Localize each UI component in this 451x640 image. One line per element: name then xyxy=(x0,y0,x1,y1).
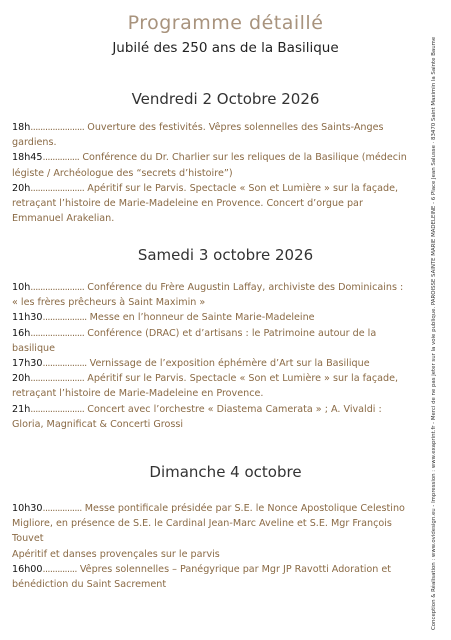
event-text: Apéritif et danses provençales sur le parvis xyxy=(12,548,220,560)
day-events-saturday xyxy=(12,280,407,432)
event-leader: ...................... xyxy=(30,373,85,385)
event-item xyxy=(12,501,407,547)
event-text: Apéritif sur le Parvis. Spectacle « Son et Lumière » sur la façade, retraçant l’histoire de Marie-Madeleine en Provence. xyxy=(12,373,399,400)
event-text: Apéritif sur le Parvis. Spectacle « Son et Lumière » sur la façade, retraçant l’histoire de Marie-Madeleine en Provence. Concert d’orgue par Emmanuel Arakelian. xyxy=(12,182,399,225)
event-time: 16h00 xyxy=(12,563,43,575)
event-text: Vernissage de l’exposition éphémère d’Art sur la Basilique xyxy=(89,358,370,370)
event-item xyxy=(12,181,407,227)
event-text: Conférence du Dr. Charlier sur les reliques de la Basilique (médecin légiste / Archéologue des “secrets d’histoire”) xyxy=(12,152,407,179)
event-time: 16h xyxy=(12,327,31,339)
event-text: Ouverture des festivités. Vêpres solennelles des Saints-Anges gardiens. xyxy=(12,122,384,149)
event-item xyxy=(12,547,407,562)
event-time: 18h xyxy=(12,122,31,133)
event-time: 18h45 xyxy=(12,152,43,164)
day-heading-friday: Vendredi 2 Octobre 2026 xyxy=(131,90,320,108)
event-time: 20h xyxy=(12,182,31,194)
event-time: 21h xyxy=(12,403,31,415)
event-leader: ...................... xyxy=(30,403,85,415)
event-text: Conférence du Frère Augustin Laffay, archiviste des Dominicains : « les frères prêcheurs à Saint Maximin » xyxy=(12,282,404,309)
event-item xyxy=(12,402,407,432)
event-item xyxy=(12,280,407,310)
day-heading-saturday: Samedi 3 octobre 2026 xyxy=(137,246,314,264)
event-item xyxy=(12,562,407,592)
side-credit: Conception & Réalisation : www.ovidesign.eu - Impression : www.exaprint.fr - Merci de ne pas jeter sur la voie publique. PAROISSE SAINTE MARIE MADELEINE - 6 Place Jean Salusse · 83470 Saint Maximin la Sainte Baume xyxy=(431,36,437,630)
event-leader: .................. xyxy=(42,358,87,370)
day-heading-sunday: Dimanche 4 octobre xyxy=(149,463,302,481)
event-leader: .............. xyxy=(42,563,77,575)
event-leader: ...................... xyxy=(30,122,85,133)
event-time: 17h30 xyxy=(12,358,43,370)
day-events-sunday xyxy=(12,501,407,592)
event-item xyxy=(12,371,407,401)
page-subtitle: Jubilé des 250 ans de la Basilique xyxy=(112,40,339,56)
event-item xyxy=(12,326,407,356)
event-time: 20h xyxy=(12,373,31,385)
event-item xyxy=(12,120,407,150)
event-leader: ............... xyxy=(42,152,80,164)
event-text: Vêpres solennelles – Panégyrique par Mgr JP Ravotti Adoration et bénédiction du Saint Sacrement xyxy=(12,563,392,591)
event-leader: ...................... xyxy=(30,282,85,293)
page-title: Programme détaillé xyxy=(127,12,324,34)
event-item xyxy=(12,310,407,325)
event-leader: .................. xyxy=(42,312,87,324)
day-events-friday xyxy=(12,120,407,226)
event-text: Conférence (DRAC) et d’artisans : le Patrimoine autour de la basilique xyxy=(12,327,377,354)
event-item xyxy=(12,356,407,371)
event-time: 10h xyxy=(12,282,31,293)
event-text: Messe en l’honneur de Sainte Marie-Madeleine xyxy=(89,312,315,324)
event-item xyxy=(12,150,407,180)
event-text: Concert avec l’orchestre « Diastema Camerata » ; A. Vivaldi : Gloria, Magnificat & Concerti Grossi xyxy=(12,403,382,430)
event-text: Messe pontificale présidée par S.E. le Nonce Apostolique Celestino Migliore, en présence de S.E. le Cardinal Jean-Marc Aveline et S.E. Mgr François Touvet xyxy=(12,503,405,545)
event-leader: ................ xyxy=(42,503,82,514)
event-leader: ...................... xyxy=(30,182,85,194)
event-time: 11h30 xyxy=(12,312,43,324)
event-time: 10h30 xyxy=(12,503,43,514)
event-leader: ...................... xyxy=(30,327,85,339)
